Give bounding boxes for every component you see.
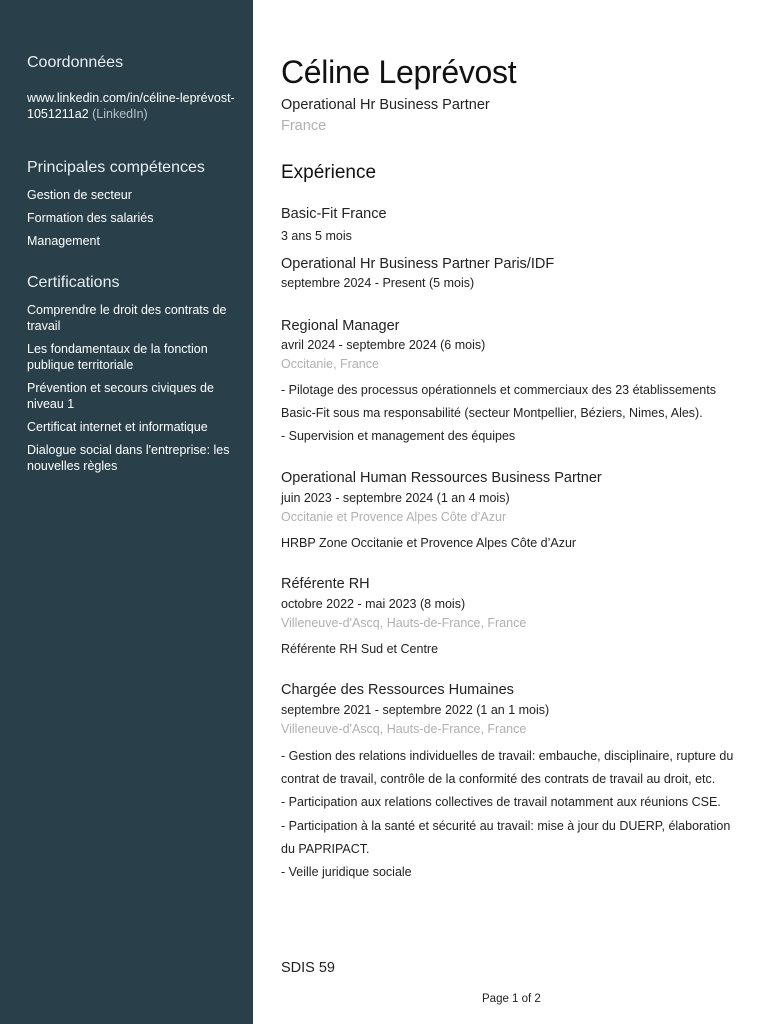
role-dates: septembre 2021 - septembre 2022 (1 an 1 mois) (281, 703, 550, 717)
role-description (281, 379, 746, 449)
description-line: - Gestion des relations individuelles de travail: embauche, disciplinaire, rupture du contrat de travail, contrôle de la conformité des contrats de travail au droit, etc. (281, 749, 734, 787)
page-number: Page 1 of 2 (482, 993, 541, 1005)
cert-item: Prévention et secours civiques de niveau 1 (27, 381, 214, 411)
profile-location: France (281, 118, 327, 134)
description-line: - Veille juridique sociale (281, 865, 412, 880)
cert-item: Comprendre le droit des contrats de travail (27, 303, 227, 333)
skills-heading: Principales compétences (27, 159, 205, 176)
skill-item: Management (27, 234, 100, 248)
role-location: Occitanie, France (281, 357, 379, 371)
company-duration: 3 ans 5 mois (281, 229, 352, 243)
description-line: - Participation à la santé et sécurité au travail: mise à jour du DUERP, élaboration du PAPRIPACT. (281, 818, 731, 856)
cert-item: Certificat internet et informatique (27, 420, 208, 434)
company-name: SDIS 59 (281, 960, 335, 976)
profile-name: Céline Leprévost (281, 54, 517, 90)
role-title: Regional Manager (281, 318, 400, 334)
cert-item: Dialogue social dans l'entreprise: les nouvelles règles (27, 443, 230, 473)
role-location: Villeneuve-d'Ascq, Hauts-de-France, France (281, 722, 527, 736)
description-line: Référente RH Sud et Centre (281, 642, 439, 656)
description-line: - Participation aux relations collectives de travail notamment aux réunions CSE. (281, 795, 721, 810)
cert-item: Les fondamentaux de la fonction publique territoriale (27, 342, 208, 372)
skill-item: Formation des salariés (27, 211, 154, 225)
contact-section (27, 54, 243, 122)
description-line: - Pilotage des processus opérationnels et commerciaux des 23 établissements Basic-Fit sous ma responsabilité (secteur Montpellier, Béziers, Nimes, Ales). (281, 383, 716, 421)
role-dates: juin 2023 - septembre 2024 (1 an 4 mois) (281, 491, 510, 505)
role-description (281, 745, 746, 884)
role-location: Villeneuve-d'Ascq, Hauts-de-France, France (281, 616, 527, 630)
skills-section (27, 159, 243, 256)
role-title: Référente RH (281, 576, 370, 592)
linkedin-label: (LinkedIn) (92, 107, 148, 121)
certifications-section (27, 274, 243, 481)
role-title: Operational Hr Business Partner Paris/IDF (281, 256, 555, 272)
contact-heading: Coordonnées (27, 54, 124, 71)
company-name: Basic-Fit France (281, 206, 387, 222)
role-title: Chargée des Ressources Humaines (281, 682, 514, 698)
description-line: HRBP Zone Occitanie et Provence Alpes Côte d’Azur (281, 536, 577, 550)
role-description (281, 638, 746, 661)
linkedin-link[interactable] (27, 90, 243, 122)
role-dates: septembre 2024 - Present (5 mois) (281, 276, 475, 290)
role-description (281, 532, 746, 555)
skill-item: Gestion de secteur (27, 188, 132, 202)
sidebar (0, 0, 253, 1024)
profile-headline: Operational Hr Business Partner (281, 97, 490, 113)
role-location: Occitanie et Provence Alpes Côte d’Azur (281, 510, 507, 524)
role-dates: avril 2024 - septembre 2024 (6 mois) (281, 338, 486, 352)
role-dates: octobre 2022 - mai 2023 (8 mois) (281, 597, 466, 611)
linkedin-url[interactable]: www.linkedin.com/in/céline-leprévost-1051211a2 (27, 91, 235, 121)
certifications-heading: Certifications (27, 274, 120, 291)
description-line: - Supervision et management des équipes (281, 429, 516, 444)
experience-heading: Expérience (281, 162, 377, 183)
role-title: Operational Human Ressources Business Partner (281, 470, 602, 486)
